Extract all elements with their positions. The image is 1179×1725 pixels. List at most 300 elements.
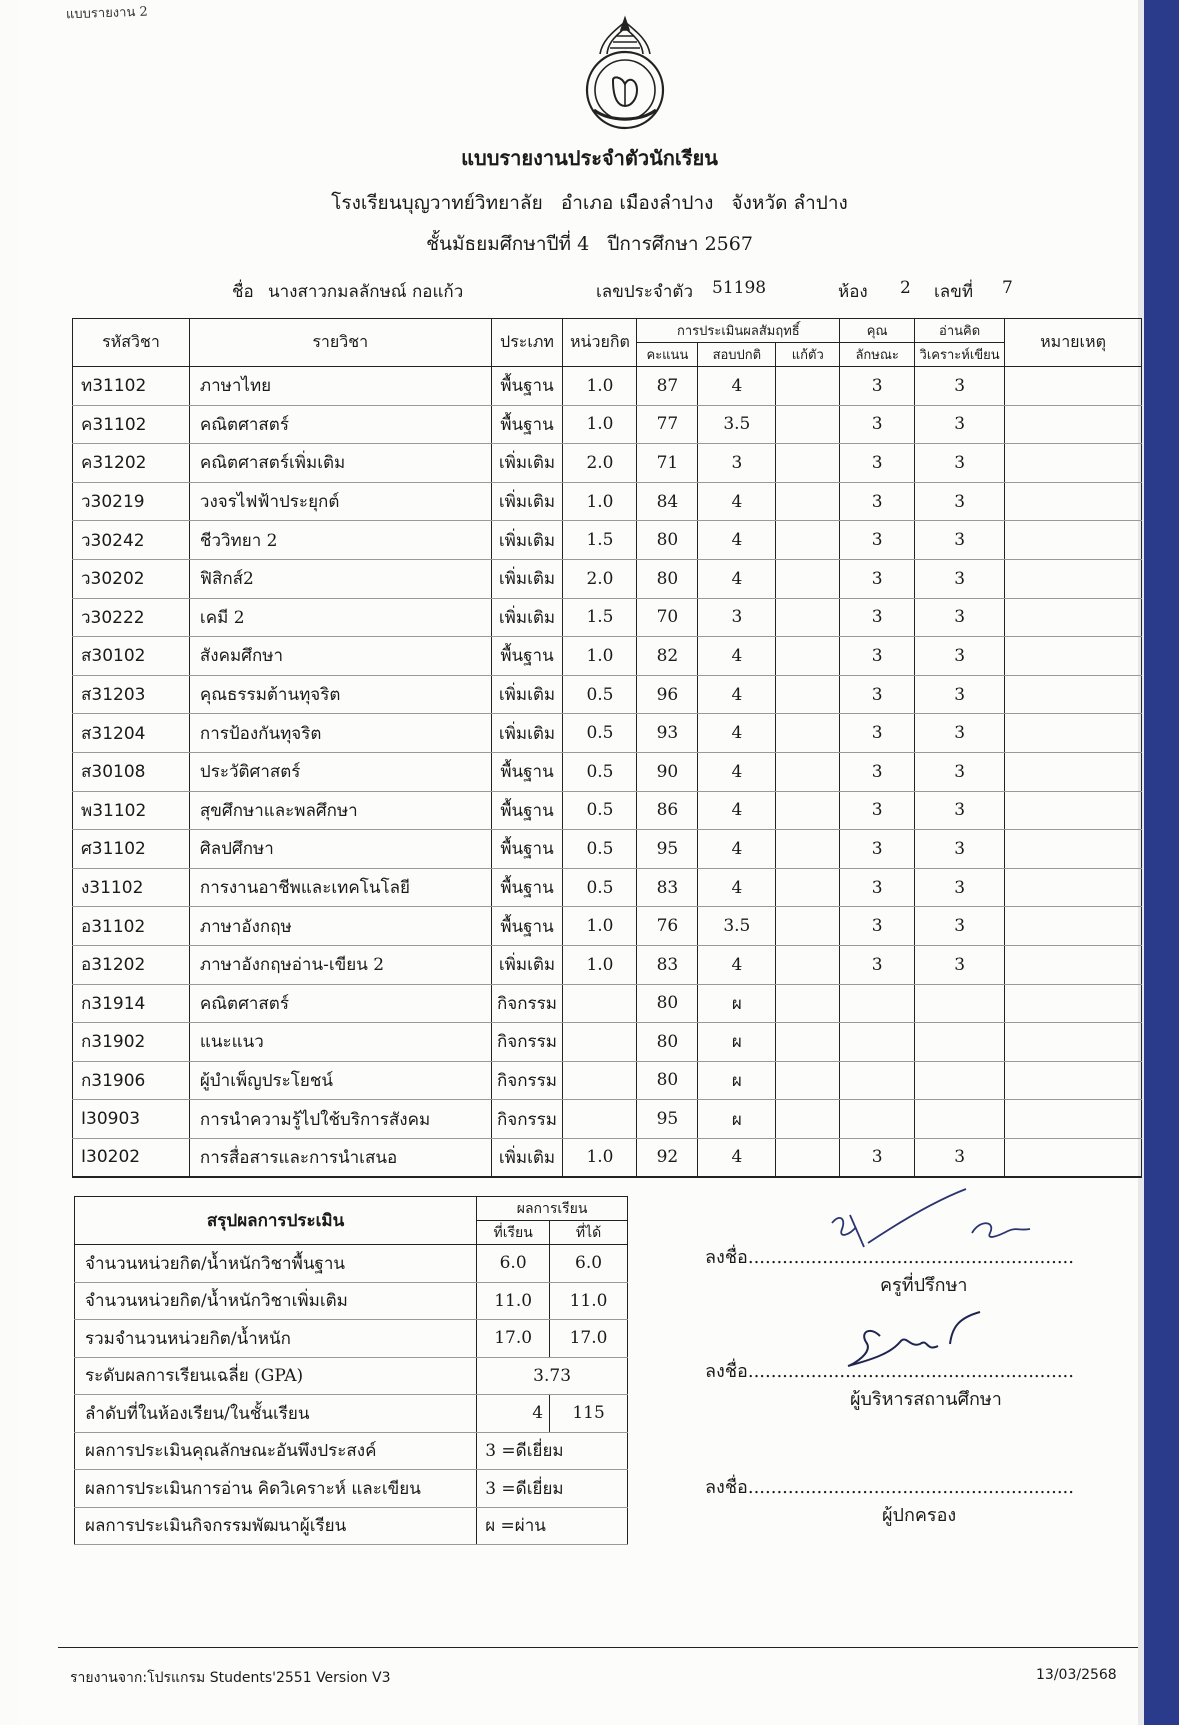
course-credit: 0.5 — [563, 868, 637, 907]
course-remark — [1005, 405, 1142, 444]
course-credit: 1.0 — [563, 405, 637, 444]
course-reading: 3 — [915, 830, 1005, 869]
course-grade: 3 — [698, 598, 776, 637]
course-score: 95 — [637, 830, 698, 869]
course-trait: 3 — [840, 444, 915, 483]
course-code: ว30222 — [73, 598, 190, 637]
course-credit: 1.5 — [563, 521, 637, 560]
course-retake — [776, 984, 840, 1023]
course-credit — [563, 1023, 637, 1062]
course-code: พ31102 — [73, 791, 190, 830]
course-credit: 1.0 — [563, 637, 637, 676]
course-trait: 3 — [840, 521, 915, 560]
table-row — [73, 637, 1142, 676]
table-row — [73, 1138, 1142, 1177]
course-reading: 3 — [915, 752, 1005, 791]
course-retake — [776, 444, 840, 483]
summary-row — [75, 1245, 628, 1283]
signature-role-parent: ผู้ปกครอง — [882, 1505, 957, 1526]
course-trait: 3 — [840, 598, 915, 637]
course-remark — [1005, 482, 1142, 521]
summary-label: รวมจำนวนหน่วยกิต/น้ำหนัก — [75, 1320, 477, 1358]
course-reading: 3 — [915, 868, 1005, 907]
course-grade: ผ — [698, 1100, 776, 1139]
course-name: ประวัติศาสตร์ — [189, 752, 491, 791]
course-code: I30202 — [73, 1138, 190, 1177]
course-remark — [1005, 868, 1142, 907]
course-retake — [776, 637, 840, 676]
course-credit: 1.0 — [563, 907, 637, 946]
student-id-label: เลขประจำตัว — [596, 282, 693, 302]
eval-label: ผลการประเมินคุณลักษณะอันพึงประสงค์ — [75, 1432, 477, 1470]
header-remark: หมายเหตุ — [1005, 319, 1142, 367]
course-name: คณิตศาสตร์ — [189, 405, 491, 444]
course-score: 80 — [637, 521, 698, 560]
summary-studied: 17.0 — [477, 1320, 550, 1358]
header-trait-top: คุณ — [840, 319, 915, 343]
course-code: ว30242 — [73, 521, 190, 560]
course-score: 77 — [637, 405, 698, 444]
course-score: 90 — [637, 752, 698, 791]
course-trait: 3 — [840, 907, 915, 946]
course-name: ภาษาอังกฤษอ่าน-เขียน 2 — [189, 945, 491, 984]
course-reading: 3 — [915, 444, 1005, 483]
eval-row — [75, 1432, 628, 1470]
course-retake — [776, 907, 840, 946]
course-score: 80 — [637, 1023, 698, 1062]
signature-line-advisor: ลงชื่อ......................................................... — [705, 1247, 1074, 1268]
gpa-label: ระดับผลการเรียนเฉลี่ย (GPA) — [75, 1357, 477, 1395]
course-credit: 2.0 — [563, 444, 637, 483]
course-grade: 3 — [698, 444, 776, 483]
signature-line-parent: ลงชื่อ......................................................... — [705, 1477, 1074, 1498]
table-row — [73, 675, 1142, 714]
course-remark — [1005, 907, 1142, 946]
course-score: 76 — [637, 907, 698, 946]
course-credit: 0.5 — [563, 752, 637, 791]
course-retake — [776, 714, 840, 753]
course-trait: 3 — [840, 945, 915, 984]
course-score: 92 — [637, 1138, 698, 1177]
course-retake — [776, 868, 840, 907]
course-code: ท31102 — [73, 367, 190, 406]
header-normal: สอบปกติ — [698, 343, 776, 367]
course-grade: 4 — [698, 1138, 776, 1177]
course-remark — [1005, 444, 1142, 483]
header-assessment: การประเมินผลสัมฤทธิ์ — [637, 319, 840, 343]
course-reading: 3 — [915, 714, 1005, 753]
course-reading: 3 — [915, 945, 1005, 984]
course-grade: ผ — [698, 984, 776, 1023]
course-credit — [563, 1100, 637, 1139]
course-trait — [840, 1061, 915, 1100]
course-reading: 3 — [915, 637, 1005, 676]
course-grade: 4 — [698, 868, 776, 907]
course-retake — [776, 675, 840, 714]
student-name: นางสาวกมลลักษณ์ กอแก้ว — [268, 282, 464, 302]
course-credit: 0.5 — [563, 830, 637, 869]
course-grade: 4 — [698, 559, 776, 598]
handwritten-signature-advisor — [820, 1185, 1080, 1265]
course-retake — [776, 945, 840, 984]
summary-title: สรุปผลการประเมิน — [75, 1197, 477, 1245]
handwritten-signature-director — [840, 1308, 1020, 1378]
school-emblem-icon — [580, 14, 670, 132]
table-row — [73, 598, 1142, 637]
course-code: อ31102 — [73, 907, 190, 946]
course-credit: 1.0 — [563, 367, 637, 406]
signature-role-director: ผู้บริหารสถานศึกษา — [850, 1389, 1002, 1410]
table-row — [73, 984, 1142, 1023]
course-score: 83 — [637, 945, 698, 984]
course-score: 80 — [637, 559, 698, 598]
course-score: 80 — [637, 1061, 698, 1100]
footer-date: 13/03/2568 — [1036, 1667, 1117, 1683]
course-trait — [840, 1023, 915, 1062]
course-credit: 1.5 — [563, 598, 637, 637]
course-retake — [776, 1061, 840, 1100]
course-type: พื้นฐาน — [491, 791, 563, 830]
course-grade: 4 — [698, 482, 776, 521]
course-name: คณิตศาสตร์ — [189, 984, 491, 1023]
header-subject: รายวิชา — [189, 319, 491, 367]
course-reading: 3 — [915, 907, 1005, 946]
footer-source: รายงานจาก:โปรแกรม Students'2551 Version V3 — [70, 1670, 391, 1686]
table-row — [73, 752, 1142, 791]
table-row — [73, 559, 1142, 598]
course-name: ผู้บำเพ็ญประโยชน์ — [189, 1061, 491, 1100]
course-code: ศ31102 — [73, 830, 190, 869]
course-credit: 1.0 — [563, 945, 637, 984]
course-remark — [1005, 945, 1142, 984]
eval-label: ผลการประเมินการอ่าน คิดวิเคราะห์ และเขียน — [75, 1470, 477, 1508]
course-score: 86 — [637, 791, 698, 830]
course-grade: 4 — [698, 830, 776, 869]
gpa-value: 3.73 — [477, 1357, 628, 1395]
course-code: ก31914 — [73, 984, 190, 1023]
course-retake — [776, 559, 840, 598]
course-type: พื้นฐาน — [491, 868, 563, 907]
course-reading — [915, 1061, 1005, 1100]
course-reading: 3 — [915, 598, 1005, 637]
course-name: คุณธรรมต้านทุจริต — [189, 675, 491, 714]
course-retake — [776, 752, 840, 791]
summary-label: จำนวนหน่วยกิต/น้ำหนักวิชาพื้นฐาน — [75, 1245, 477, 1283]
course-remark — [1005, 1061, 1142, 1100]
course-remark — [1005, 752, 1142, 791]
course-remark — [1005, 675, 1142, 714]
table-row — [73, 444, 1142, 483]
course-name: การนำความรู้ไปใช้บริการสังคม — [189, 1100, 491, 1139]
summary-earned: 11.0 — [550, 1282, 628, 1320]
course-remark — [1005, 367, 1142, 406]
course-type: เพิ่มเติม — [491, 714, 563, 753]
course-type: กิจกรรม — [491, 984, 563, 1023]
course-code: I30903 — [73, 1100, 190, 1139]
course-credit — [563, 984, 637, 1023]
table-row — [73, 405, 1142, 444]
course-retake — [776, 791, 840, 830]
header-read-top: อ่านคิด — [915, 319, 1005, 343]
grade-line: ชั้นมัธยมศึกษาปีที่ 4 ปีการศึกษา 2567 — [426, 233, 753, 255]
course-remark — [1005, 559, 1142, 598]
course-remark — [1005, 1138, 1142, 1177]
course-reading — [915, 1023, 1005, 1062]
table-row — [73, 868, 1142, 907]
course-trait: 3 — [840, 714, 915, 753]
eval-row — [75, 1470, 628, 1508]
course-remark — [1005, 598, 1142, 637]
course-code: ค31202 — [73, 444, 190, 483]
course-trait: 3 — [840, 752, 915, 791]
summary-row — [75, 1282, 628, 1320]
course-score: 83 — [637, 868, 698, 907]
course-credit: 2.0 — [563, 559, 637, 598]
report-title: แบบรายงานประจำตัวนักเรียน — [461, 146, 718, 170]
number-value: 7 — [1002, 278, 1013, 298]
course-type: เพิ่มเติม — [491, 945, 563, 984]
course-score: 93 — [637, 714, 698, 753]
course-remark — [1005, 1100, 1142, 1139]
course-retake — [776, 405, 840, 444]
course-grade: ผ — [698, 1023, 776, 1062]
course-grade: 4 — [698, 521, 776, 560]
course-name: การป้องกันทุจริต — [189, 714, 491, 753]
rank-row — [75, 1395, 628, 1433]
course-credit: 1.0 — [563, 1138, 637, 1177]
header-read-bottom: วิเคราะห์เขียน — [915, 343, 1005, 367]
course-name: วงจรไฟฟ้าประยุกต์ — [189, 482, 491, 521]
grades-table — [72, 318, 1142, 1178]
eval-value: ผ =ผ่าน — [477, 1507, 628, 1545]
rank-room: 4 — [477, 1395, 550, 1433]
summary-result-header: ผลการเรียน — [477, 1197, 628, 1221]
student-name-label: ชื่อ — [232, 282, 254, 302]
signature-role-advisor: ครูที่ปรึกษา — [880, 1275, 968, 1296]
course-type: พื้นฐาน — [491, 637, 563, 676]
course-type: เพิ่มเติม — [491, 675, 563, 714]
course-grade: 4 — [698, 637, 776, 676]
course-reading: 3 — [915, 675, 1005, 714]
course-remark — [1005, 1023, 1142, 1062]
gpa-row — [75, 1357, 628, 1395]
course-retake — [776, 830, 840, 869]
course-grade: 3.5 — [698, 907, 776, 946]
table-row — [73, 791, 1142, 830]
course-reading — [915, 1100, 1005, 1139]
course-trait: 3 — [840, 367, 915, 406]
course-credit: 0.5 — [563, 675, 637, 714]
summary-table — [74, 1196, 628, 1545]
course-type: เพิ่มเติม — [491, 1138, 563, 1177]
course-remark — [1005, 637, 1142, 676]
course-retake — [776, 598, 840, 637]
course-type: พื้นฐาน — [491, 367, 563, 406]
course-credit — [563, 1061, 637, 1100]
course-grade: 3.5 — [698, 405, 776, 444]
eval-value: 3 =ดีเยี่ยม — [477, 1470, 628, 1508]
course-reading — [915, 984, 1005, 1023]
student-id: 51198 — [712, 278, 767, 298]
course-type: เพิ่มเติม — [491, 559, 563, 598]
number-label: เลขที่ — [934, 282, 974, 302]
course-type: กิจกรรม — [491, 1023, 563, 1062]
course-score: 71 — [637, 444, 698, 483]
course-name: ชีววิทยา 2 — [189, 521, 491, 560]
header-trait-bottom: ลักษณะ — [840, 343, 915, 367]
course-reading: 3 — [915, 482, 1005, 521]
table-row — [73, 714, 1142, 753]
course-name: คณิตศาสตร์เพิ่มเติม — [189, 444, 491, 483]
summary-studied-header: ที่เรียน — [477, 1221, 550, 1245]
form-code: แบบรายงาน 2 — [65, 4, 149, 23]
course-trait: 3 — [840, 675, 915, 714]
course-code: ส30102 — [73, 637, 190, 676]
course-reading: 3 — [915, 1138, 1005, 1177]
course-type: กิจกรรม — [491, 1061, 563, 1100]
course-retake — [776, 521, 840, 560]
course-grade: 4 — [698, 752, 776, 791]
course-name: ภาษาไทย — [189, 367, 491, 406]
course-type: เพิ่มเติม — [491, 521, 563, 560]
course-retake — [776, 1100, 840, 1139]
room-value: 2 — [900, 278, 911, 298]
summary-earned-header: ที่ได้ — [550, 1221, 628, 1245]
room-label: ห้อง — [838, 282, 868, 302]
course-trait: 3 — [840, 637, 915, 676]
header-fix: แก้ตัว — [776, 343, 840, 367]
course-reading: 3 — [915, 791, 1005, 830]
course-credit: 1.0 — [563, 482, 637, 521]
course-code: ค31102 — [73, 405, 190, 444]
table-row — [73, 830, 1142, 869]
eval-row — [75, 1507, 628, 1545]
course-type: พื้นฐาน — [491, 907, 563, 946]
course-code: ส31204 — [73, 714, 190, 753]
course-grade: 4 — [698, 791, 776, 830]
rank-grade: 115 — [550, 1395, 628, 1433]
course-remark — [1005, 714, 1142, 753]
course-trait: 3 — [840, 868, 915, 907]
course-name: ฟิสิกส์2 — [189, 559, 491, 598]
course-name: ศิลปศึกษา — [189, 830, 491, 869]
course-type: เพิ่มเติม — [491, 482, 563, 521]
header-score: คะแนน — [637, 343, 698, 367]
course-reading: 3 — [915, 367, 1005, 406]
school-line: โรงเรียนบุญวาทย์วิทยาลัย อำเภอ เมืองลำปาง จังหวัด ลำปาง — [331, 192, 848, 214]
course-score: 82 — [637, 637, 698, 676]
course-score: 96 — [637, 675, 698, 714]
course-code: ว30202 — [73, 559, 190, 598]
course-trait: 3 — [840, 405, 915, 444]
course-code: ส31203 — [73, 675, 190, 714]
course-grade: 4 — [698, 675, 776, 714]
course-trait: 3 — [840, 830, 915, 869]
course-reading: 3 — [915, 521, 1005, 560]
table-row — [73, 521, 1142, 560]
course-score: 95 — [637, 1100, 698, 1139]
course-type: พื้นฐาน — [491, 752, 563, 791]
course-remark — [1005, 791, 1142, 830]
table-row — [73, 1100, 1142, 1139]
course-code: ก31906 — [73, 1061, 190, 1100]
course-trait: 3 — [840, 482, 915, 521]
course-credit: 0.5 — [563, 791, 637, 830]
course-name: แนะแนว — [189, 1023, 491, 1062]
course-reading: 3 — [915, 405, 1005, 444]
summary-row — [75, 1320, 628, 1358]
header-type: ประเภท — [491, 319, 563, 367]
rank-label: ลำดับที่ในห้องเรียน/ในชั้นเรียน — [75, 1395, 477, 1433]
course-code: ง31102 — [73, 868, 190, 907]
table-row — [73, 1061, 1142, 1100]
table-row — [73, 907, 1142, 946]
table-row — [73, 482, 1142, 521]
course-trait: 3 — [840, 1138, 915, 1177]
footer-divider — [58, 1647, 1138, 1648]
course-type: เพิ่มเติม — [491, 444, 563, 483]
course-code: ก31902 — [73, 1023, 190, 1062]
course-score: 70 — [637, 598, 698, 637]
course-score: 87 — [637, 367, 698, 406]
course-credit: 0.5 — [563, 714, 637, 753]
course-remark — [1005, 984, 1142, 1023]
course-trait: 3 — [840, 559, 915, 598]
course-grade: 4 — [698, 714, 776, 753]
summary-label: จำนวนหน่วยกิต/น้ำหนักวิชาเพิ่มเติม — [75, 1282, 477, 1320]
course-type: เพิ่มเติม — [491, 598, 563, 637]
course-type: กิจกรรม — [491, 1100, 563, 1139]
course-type: พื้นฐาน — [491, 830, 563, 869]
header-code: รหัสวิชา — [73, 319, 190, 367]
course-name: สุขศึกษาและพลศึกษา — [189, 791, 491, 830]
course-grade: ผ — [698, 1061, 776, 1100]
course-trait — [840, 1100, 915, 1139]
course-name: สังคมศึกษา — [189, 637, 491, 676]
course-score: 84 — [637, 482, 698, 521]
course-name: การสื่อสารและการนำเสนอ — [189, 1138, 491, 1177]
course-type: พื้นฐาน — [491, 405, 563, 444]
course-code: ส30108 — [73, 752, 190, 791]
course-grade: 4 — [698, 945, 776, 984]
course-grade: 4 — [698, 367, 776, 406]
course-score: 80 — [637, 984, 698, 1023]
course-code: ว30219 — [73, 482, 190, 521]
header-credit: หน่วยกิต — [563, 319, 637, 367]
course-remark — [1005, 830, 1142, 869]
summary-earned: 17.0 — [550, 1320, 628, 1358]
table-row — [73, 367, 1142, 406]
table-row — [73, 1023, 1142, 1062]
course-code: อ31202 — [73, 945, 190, 984]
summary-earned: 6.0 — [550, 1245, 628, 1283]
course-name: ภาษาอังกฤษ — [189, 907, 491, 946]
course-retake — [776, 1023, 840, 1062]
course-name: เคมี 2 — [189, 598, 491, 637]
course-retake — [776, 1138, 840, 1177]
signature-line-director: ลงชื่อ......................................................... — [705, 1361, 1074, 1382]
summary-studied: 11.0 — [477, 1282, 550, 1320]
course-name: การงานอาชีพและเทคโนโลยี — [189, 868, 491, 907]
course-retake — [776, 367, 840, 406]
course-retake — [776, 482, 840, 521]
course-reading: 3 — [915, 559, 1005, 598]
eval-value: 3 =ดีเยี่ยม — [477, 1432, 628, 1470]
summary-studied: 6.0 — [477, 1245, 550, 1283]
course-remark — [1005, 521, 1142, 560]
table-row — [73, 945, 1142, 984]
eval-label: ผลการประเมินกิจกรรมพัฒนาผู้เรียน — [75, 1507, 477, 1545]
